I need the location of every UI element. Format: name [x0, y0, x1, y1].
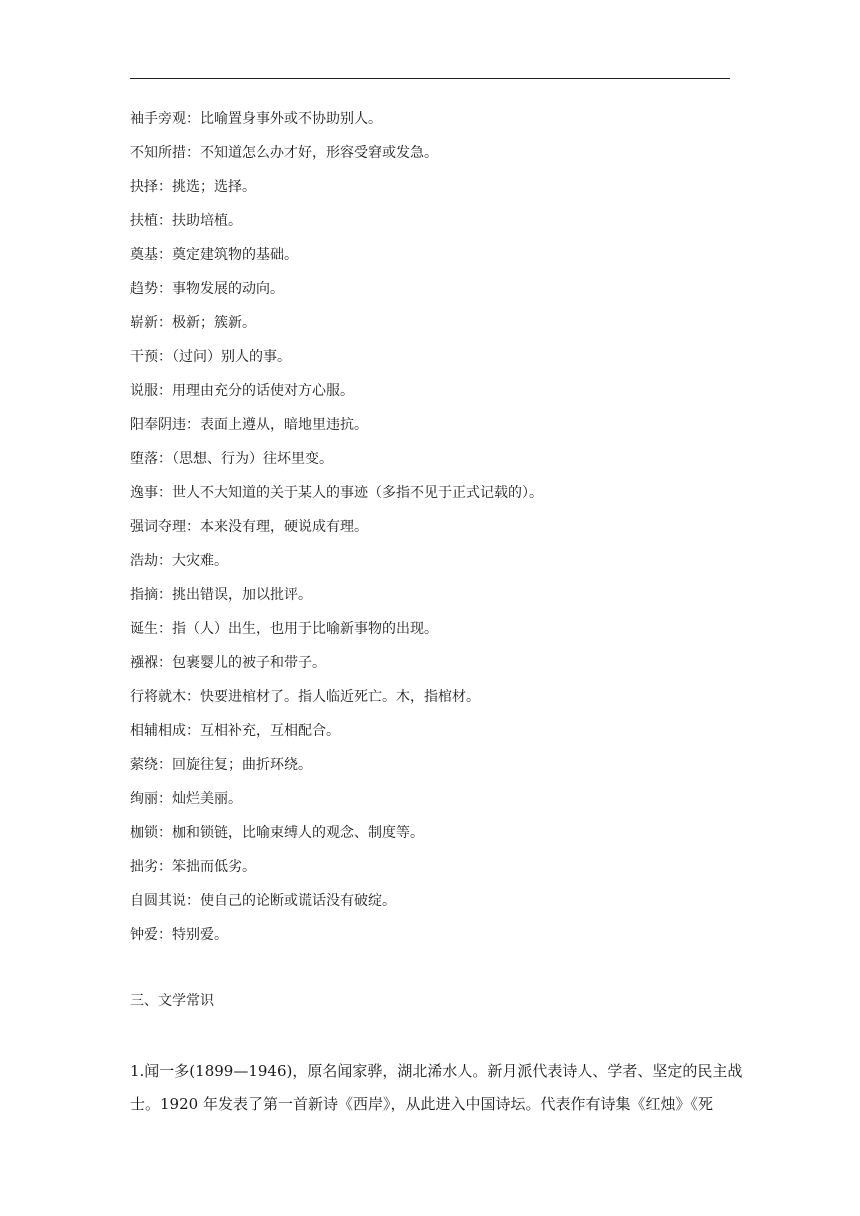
glossary-entry	[130, 483, 730, 503]
glossary-term: 阳奉阴违	[130, 417, 186, 433]
term-separator: ：	[186, 689, 200, 705]
glossary-entry	[130, 381, 730, 401]
term-separator: ：	[158, 655, 172, 671]
glossary-definition: 使自己的论断或谎话没有破绽。	[200, 893, 396, 909]
term-separator: ：	[186, 519, 200, 535]
glossary-entry	[130, 925, 730, 945]
glossary-definition: 包裹婴儿的被子和带子。	[172, 655, 326, 671]
term-separator: ：	[158, 247, 172, 263]
glossary-term: 扶植	[130, 213, 158, 229]
glossary-term: 袖手旁观	[130, 111, 186, 127]
glossary-entry	[130, 177, 730, 197]
glossary-definition: 极新；簇新。	[172, 315, 256, 331]
glossary-entry	[130, 143, 730, 163]
term-separator: ：	[158, 485, 172, 501]
term-separator: ：	[186, 111, 200, 127]
term-separator: ：	[158, 213, 172, 229]
glossary-definition: （思想、行为）往坏里变。	[172, 451, 333, 467]
glossary-definition: 大灾难。	[172, 553, 228, 569]
section-heading: 三、文学常识	[130, 993, 214, 1009]
glossary-definition: 互相补充，互相配合。	[200, 723, 340, 739]
paragraph-literary-knowledge	[130, 1055, 743, 1121]
glossary-entry	[130, 211, 730, 231]
glossary-definition: 奠定建筑物的基础。	[172, 247, 298, 263]
term-separator: ：	[158, 281, 172, 297]
glossary-term: 逸事	[130, 485, 158, 501]
glossary-list	[130, 109, 730, 945]
paragraph-line: 1.闻一多(1899—1946)，原名闻家骅，湖北浠水人。新月派代表诗人、学者、坚定的民主战	[130, 1062, 743, 1080]
glossary-entry	[130, 109, 730, 129]
glossary-term: 强词夺理	[130, 519, 186, 535]
glossary-entry	[130, 347, 730, 367]
glossary-definition: 挑出错误，加以批评。	[172, 587, 312, 603]
glossary-term: 襁褓	[130, 655, 158, 671]
glossary-definition: 扶助培植。	[172, 213, 242, 229]
glossary-entry	[130, 721, 730, 741]
glossary-definition: 表面上遵从，暗地里违抗。	[200, 417, 368, 433]
term-separator: ：	[186, 417, 200, 433]
term-separator: ：	[186, 145, 200, 161]
term-separator: ：	[158, 179, 172, 195]
glossary-term: 行将就木	[130, 689, 186, 705]
glossary-term: 钟爱	[130, 927, 158, 943]
glossary-entry	[130, 517, 730, 537]
glossary-term: 不知所措	[130, 145, 186, 161]
glossary-term: 萦绕	[130, 757, 158, 773]
glossary-entry	[130, 755, 730, 775]
glossary-term: 浩劫	[130, 553, 158, 569]
glossary-entry	[130, 279, 730, 299]
glossary-term: 枷锁	[130, 825, 158, 841]
glossary-definition: 本来没有理，硬说成有理。	[200, 519, 368, 535]
glossary-term: 趋势	[130, 281, 158, 297]
glossary-entry	[130, 415, 730, 435]
glossary-definition: （过问）别人的事。	[172, 349, 291, 365]
term-separator: ：	[186, 893, 200, 909]
glossary-entry	[130, 551, 730, 571]
glossary-term: 拙劣	[130, 859, 158, 875]
term-separator: ：	[158, 349, 172, 365]
document-body	[130, 109, 743, 1121]
glossary-term: 堕落	[130, 451, 158, 467]
glossary-definition: 回旋往复；曲折环绕。	[172, 757, 312, 773]
term-separator: ：	[158, 757, 172, 773]
glossary-definition: 灿烂美丽。	[172, 791, 242, 807]
term-separator: ：	[158, 859, 172, 875]
glossary-term: 相辅相成	[130, 723, 186, 739]
glossary-definition: 事物发展的动向。	[172, 281, 284, 297]
glossary-entry	[130, 619, 730, 639]
glossary-entry	[130, 857, 730, 877]
term-separator: ：	[158, 587, 172, 603]
glossary-definition: 世人不大知道的关于某人的事迹（多指不见于正式记载的）。	[172, 485, 543, 501]
glossary-entry	[130, 823, 730, 843]
term-separator: ：	[186, 723, 200, 739]
glossary-entry	[130, 687, 730, 707]
glossary-entry	[130, 789, 730, 809]
glossary-definition: 不知道怎么办才好，形容受窘或发急。	[200, 145, 438, 161]
glossary-definition: 特别爱。	[172, 927, 228, 943]
glossary-entry	[130, 585, 730, 605]
term-separator: ：	[158, 451, 172, 467]
glossary-definition: 比喻置身事外或不协助别人。	[200, 111, 382, 127]
header-rule	[130, 78, 730, 79]
glossary-definition: 指（人）出生，也用于比喻新事物的出现。	[172, 621, 438, 637]
glossary-term: 说服	[130, 383, 158, 399]
term-separator: ：	[158, 553, 172, 569]
glossary-entry	[130, 449, 730, 469]
paragraph-line: 士。1920 年发表了第一首新诗《西岸》，从此进入中国诗坛。代表作有诗集《红烛》《死	[130, 1095, 713, 1113]
glossary-term: 绚丽	[130, 791, 158, 807]
glossary-entry	[130, 245, 730, 265]
glossary-definition: 挑选；选择。	[172, 179, 256, 195]
glossary-term: 自圆其说	[130, 893, 186, 909]
term-separator: ：	[158, 383, 172, 399]
glossary-entry	[130, 653, 730, 673]
glossary-term: 奠基	[130, 247, 158, 263]
glossary-definition: 快要进棺材了。指人临近死亡。木，指棺材。	[200, 689, 480, 705]
glossary-term: 抉择	[130, 179, 158, 195]
glossary-entry	[130, 891, 730, 911]
term-separator: ：	[158, 927, 172, 943]
term-separator: ：	[158, 825, 172, 841]
term-separator: ：	[158, 621, 172, 637]
term-separator: ：	[158, 791, 172, 807]
glossary-term: 诞生	[130, 621, 158, 637]
glossary-definition: 用理由充分的话使对方心服。	[172, 383, 354, 399]
glossary-term: 指摘	[130, 587, 158, 603]
term-separator: ：	[158, 315, 172, 331]
glossary-definition: 笨拙而低劣。	[172, 859, 256, 875]
glossary-entry	[130, 313, 730, 333]
glossary-term: 干预	[130, 349, 158, 365]
glossary-term: 崭新	[130, 315, 158, 331]
glossary-definition: 枷和锁链，比喻束缚人的观念、制度等。	[172, 825, 424, 841]
